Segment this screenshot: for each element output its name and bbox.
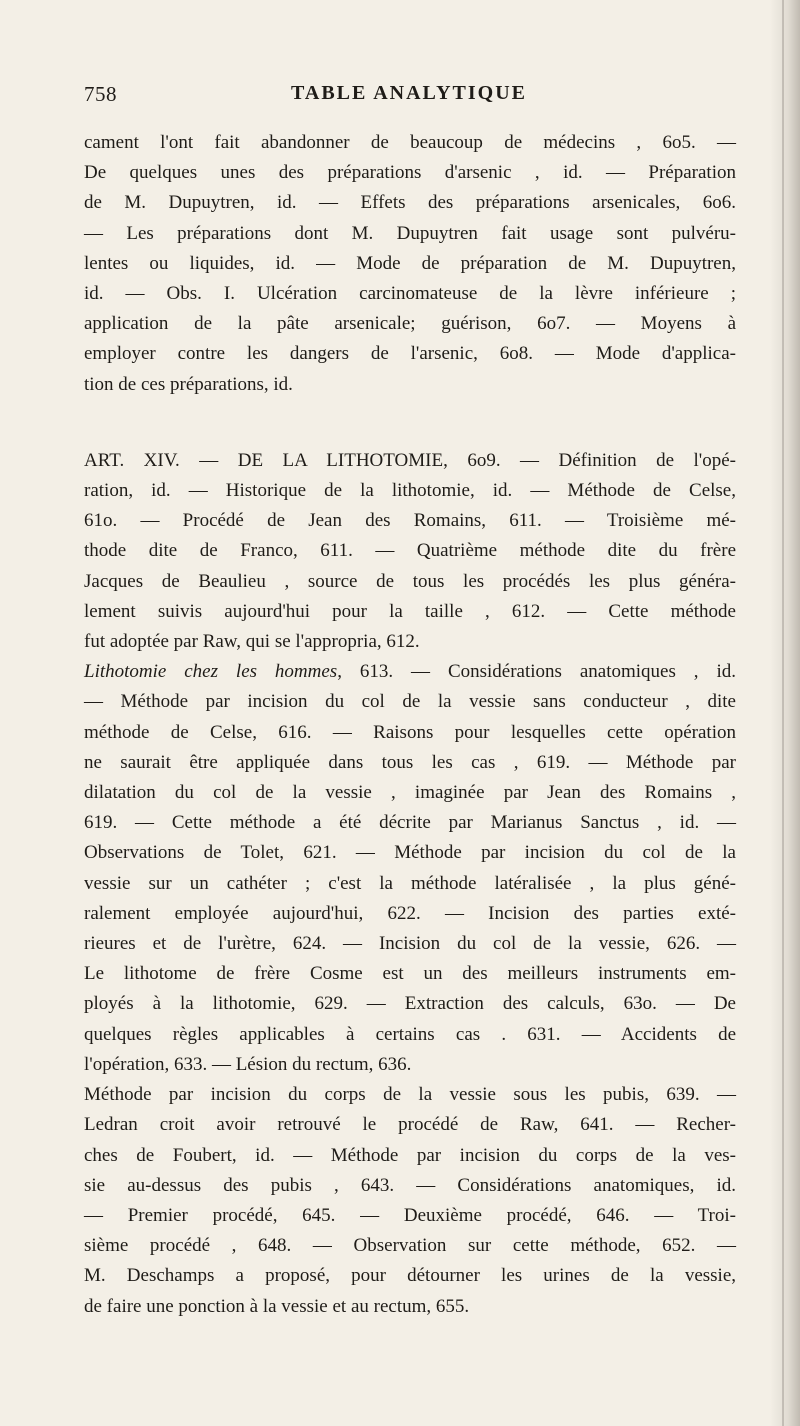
text-line: de faire une ponction à la vessie et au rectum, 655.	[84, 1295, 470, 1317]
text-line: De quelques unes des préparations d'arsenic , id. — Préparation	[84, 162, 736, 184]
body-text	[84, 128, 736, 1322]
text-line: sième procédé , 648. — Observation sur cette méthode, 652. —	[84, 1235, 736, 1257]
text-line: ne saurait être appliquée dans tous les cas , 619. — Méthode par	[84, 751, 736, 773]
text-line: application de la pâte arsenicale; guérison, 6o7. — Moyens à	[84, 313, 736, 335]
text-line: sie au-dessus des pubis , 643. — Considérations anatomiques, id.	[84, 1174, 736, 1196]
text-line: Ledran croit avoir retrouvé le procédé de Raw, 641. — Recher-	[84, 1114, 736, 1136]
text-line: — Les préparations dont M. Dupuytren fait usage sont pulvéru-	[84, 222, 736, 244]
text-line: ployés à la lithotomie, 629. — Extraction des calculs, 63o. — De	[84, 993, 736, 1015]
text-line: quelques règles applicables à certains cas . 631. — Accidents de	[84, 1023, 736, 1045]
text-line: Méthode par incision du corps de la vessie sous les pubis, 639. —	[84, 1084, 736, 1106]
paragraph-arsenic	[84, 128, 736, 400]
text-line: dilatation du col de la vessie , imaginée par Jean des Romains ,	[84, 782, 736, 804]
subsection-line: Lithotomie chez les hommes, 613. — Considérations anatomiques , id.	[84, 661, 736, 683]
section-gap	[84, 400, 736, 446]
text-line: Jacques de Beaulieu , source de tous les procédés les plus généra-	[84, 570, 736, 592]
page-edge-shadow	[770, 0, 800, 1426]
text-line: — Méthode par incision du col de la vessie sans conducteur , dite	[84, 691, 736, 713]
text-line: lement suivis aujourd'hui pour la taille , 612. — Cette méthode	[84, 600, 736, 622]
text-line: ralement employée aujourd'hui, 622. — Incision des parties exté-	[84, 902, 736, 924]
text-line: méthode de Celse, 616. — Raisons pour lesquelles cette opération	[84, 721, 736, 743]
text-line: id. — Obs. I. Ulcération carcinomateuse de la lèvre inférieure ;	[84, 283, 736, 305]
text-line: ration, id. — Historique de la lithotomie, id. — Méthode de Celse,	[84, 480, 736, 502]
text-line: fut adoptée par Raw, qui se l'appropria, 612.	[84, 631, 420, 653]
text-line: thode dite de Franco, 611. — Quatrième méthode dite du frère	[84, 540, 736, 562]
text-line: M. Deschamps a proposé, pour détourner les urines de la vessie,	[84, 1265, 736, 1287]
text-line: rieures et de l'urètre, 624. — Incision du col de la vessie, 626. —	[84, 933, 736, 955]
text-line: Le lithotome de frère Cosme est un des meilleurs instruments em-	[84, 963, 736, 985]
text-line: 61o. — Procédé de Jean des Romains, 611. — Troisième mé-	[84, 510, 736, 532]
text-line: lentes ou liquides, id. — Mode de préparation de M. Dupuytren,	[84, 252, 736, 274]
text-line: 619. — Cette méthode a été décrite par Marianus Sanctus , id. —	[84, 812, 736, 834]
text-line: tion de ces préparations, id.	[84, 373, 293, 395]
page-number: 758	[84, 82, 117, 106]
text-line: Observations de Tolet, 621. — Méthode par incision du col de la	[84, 842, 736, 864]
text-line: l'opération, 633. — Lésion du rectum, 636.	[84, 1053, 412, 1075]
running-header	[84, 82, 734, 112]
section-heading-line: ART. XIV. — DE LA LITHOTOMIE, 6o9. — Définition de l'opé-	[84, 449, 736, 471]
text-line: — Premier procédé, 645. — Deuxième procédé, 646. — Troi-	[84, 1204, 736, 1226]
text-line: ches de Foubert, id. — Méthode par incision du corps de la ves-	[84, 1144, 736, 1166]
text-line: vessie sur un cathéter ; c'est la méthode latéralisée , la plus géné-	[84, 872, 736, 894]
page-edge-line	[782, 0, 784, 1426]
running-title: TABLE ANALYTIQUE	[291, 82, 527, 104]
text-line: employer contre les dangers de l'arsenic, 6o8. — Mode d'applica-	[84, 343, 736, 365]
text-line: de M. Dupuytren, id. — Effets des préparations arsenicales, 6o6.	[84, 192, 736, 214]
paragraph-lithotomie	[84, 446, 736, 1322]
text-line: cament l'ont fait abandonner de beaucoup de médecins , 6o5. —	[84, 132, 736, 153]
